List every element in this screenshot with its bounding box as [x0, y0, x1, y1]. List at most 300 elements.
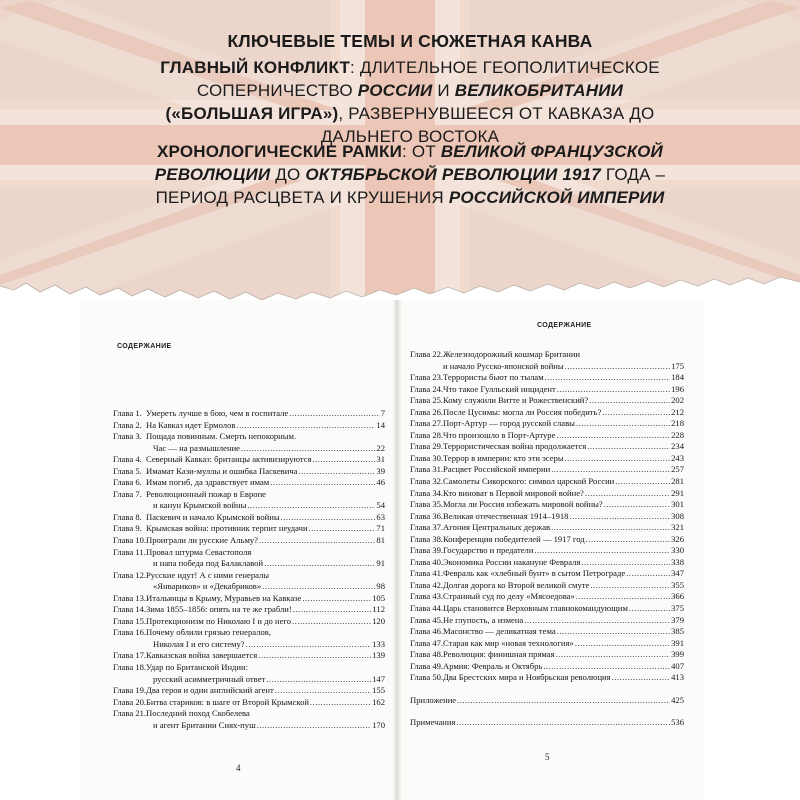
leader-dots [240, 443, 375, 455]
chapter-number: Глава 13. [113, 592, 147, 603]
chapter-title [153, 639, 385, 651]
toc-entry-continuation [113, 639, 385, 651]
chapter-title-text: Долгая дорога ко Второй великой смуте [443, 579, 590, 590]
left-page-number: 4 [236, 763, 241, 773]
chapter-title-text: Армия: Февраль и Октябрь [443, 660, 543, 671]
chapter-number: Глава 32. [410, 476, 444, 487]
leader-dots [575, 591, 670, 603]
leader-dots [308, 523, 376, 535]
page-ref: 212 [671, 406, 684, 417]
chapter-title [443, 407, 684, 419]
toc-entry [410, 580, 684, 592]
leader-dots [589, 580, 670, 592]
chapter-number: Глава 37. [410, 522, 444, 533]
page-ref: 355 [671, 579, 684, 590]
page-ref: 308 [671, 510, 684, 521]
chapter-number: Глава 36. [410, 510, 444, 521]
right-page-number: 5 [545, 752, 550, 762]
chapter-title [153, 674, 385, 686]
chapter-number: Глава 43. [410, 591, 444, 602]
page-ref: 234 [671, 441, 684, 452]
leader-dots [564, 453, 671, 465]
leader-dots [601, 407, 670, 419]
chronology-paragraph [150, 140, 670, 209]
chapter-title-text: и напа победа под Балаклавой [153, 558, 264, 569]
toc-entry [410, 649, 684, 661]
leader-dots [564, 361, 670, 373]
chrono-text: : ОТ [402, 142, 441, 161]
chapter-number: Глава 27. [410, 418, 444, 429]
leader-dots [585, 534, 670, 546]
chapter-title [443, 557, 684, 569]
leader-dots [586, 441, 670, 453]
leader-dots [292, 604, 372, 616]
chapter-title-text: Кавказская война завершается [146, 650, 258, 661]
and-text: И [432, 81, 455, 100]
toc-entry [113, 616, 385, 628]
leader-dots [246, 500, 375, 512]
chapter-title-text: Великая отечественная 1914–1918 [443, 510, 569, 521]
chapter-title-text: Протекционизм по Николаю I и до него [146, 615, 292, 626]
chapter-title [146, 466, 385, 478]
leader-dots [235, 420, 375, 432]
page-ref: 385 [671, 626, 684, 637]
chapter-title-text: «Январиков» и «Декабриков» [153, 581, 262, 592]
chapter-title-text: Странный суд по делу «Мясоедова» [443, 591, 575, 602]
chapter-title [146, 650, 385, 662]
page-ref: 170 [372, 719, 385, 730]
page-ref: 375 [671, 603, 684, 614]
leader-dots [265, 674, 371, 686]
chapter-number: Глава 21. [113, 708, 147, 719]
toc-entry [410, 545, 684, 557]
page-ref: 202 [671, 395, 684, 406]
page-ref: 218 [671, 418, 684, 429]
toc-entry [113, 662, 385, 674]
leader-dots [614, 476, 670, 488]
chrono-text-end: ГОДА – ПЕРИОД РАСЦВЕТА И КРУШЕНИЯ [155, 165, 666, 207]
chapter-title [443, 464, 684, 476]
toc-extra-entry [410, 695, 684, 707]
leader-dots [274, 685, 371, 697]
toc-entry [410, 395, 684, 407]
toc-entry [113, 650, 385, 662]
banner [0, 0, 800, 305]
chapter-number: Глава 47. [410, 637, 444, 648]
leader-dots [280, 512, 376, 524]
chapter-number: Глава 15. [113, 615, 147, 626]
leader-dots [556, 626, 670, 638]
chapter-number: Глава 9. [113, 523, 142, 534]
chapter-title [443, 499, 684, 511]
chapter-title [443, 522, 684, 534]
chapter-number: Глава 23. [410, 372, 444, 383]
toc-entry [410, 557, 684, 569]
leader-dots [523, 615, 670, 627]
toc-entry [410, 615, 684, 627]
chapter-title [146, 454, 385, 466]
page-ref: 413 [671, 672, 684, 683]
toc-entry [113, 570, 385, 582]
chapter-number: Глава 11. [113, 546, 146, 557]
leader-dots [611, 672, 671, 684]
chapter-title-text: Провал штурма Севастополя [146, 546, 252, 557]
toc-entry [410, 672, 684, 684]
chrono-label: ХРОНОЛОГИЧЕСКИЕ РАМКИ [156, 142, 403, 161]
october-revolution-highlight: ОКТЯБРЬСКОЙ РЕВОЛЮЦИИ 1917 [305, 165, 601, 184]
chapter-title-text: Паскевич и начало Крымской войны [146, 511, 280, 522]
leader-dots [456, 695, 670, 707]
chapter-title-text: Северный Кавказ: британцы активизируются [146, 454, 312, 465]
toc-entry [113, 604, 385, 616]
chapter-title-text: Самолеты Сикорского: символ царской России [443, 476, 615, 487]
chapter-title-text: Агония Центральных держав [443, 522, 551, 533]
toc-entry [113, 535, 385, 547]
leader-dots [588, 395, 670, 407]
toc-entry [113, 512, 385, 524]
leader-dots [575, 418, 670, 430]
leader-dots [261, 581, 375, 593]
chapter-number: Глава 30. [410, 452, 444, 463]
toc-entry [410, 453, 684, 465]
chapter-title [443, 649, 684, 661]
banner-title: КЛЮЧЕВЫЕ ТЕМЫ И СЮЖЕТНАЯ КАНВА [227, 31, 593, 51]
toc-entry [410, 638, 684, 650]
toc-entry [410, 626, 684, 638]
chapter-number: Глава 24. [410, 383, 444, 394]
extra-title-text: Примечания [410, 717, 456, 728]
chapter-title [443, 453, 684, 465]
page-ref: 120 [372, 615, 385, 626]
conflict-text: : ДЛИТЕЛЬНОЕ ГЕОПОЛИТИЧЕСКОЕ СОПЕРНИЧЕСТВО [196, 58, 660, 100]
toc-entry-continuation [113, 581, 385, 593]
chapter-number: Глава 25. [410, 395, 444, 406]
chapter-title [443, 580, 684, 592]
toc-entry [410, 418, 684, 430]
chapter-title-text: После Цусимы: могла ли Россия победить? [443, 406, 602, 417]
chapter-number: Глава 8. [113, 511, 142, 522]
chapter-number: Глава 4. [113, 454, 142, 465]
toc-entry [113, 547, 385, 559]
chapter-title [443, 545, 684, 557]
chapter-title-text: Имам погиб, да здравствует имам [146, 477, 270, 488]
toc-spacer [410, 706, 684, 717]
page-ref: 391 [671, 637, 684, 648]
right-toc-list [410, 349, 684, 729]
chapter-title-text: и начало Русско-японской войны [443, 360, 564, 371]
toc-entry-continuation [113, 443, 385, 455]
chapter-title [153, 581, 385, 593]
page-ref: 162 [372, 696, 385, 707]
chapter-title-text: Николая I и его систему? [153, 638, 245, 649]
chapter-number: Глава 22. [410, 349, 444, 359]
chapter-title [443, 384, 684, 396]
chapter-number: Глава 39. [410, 545, 444, 556]
page-ref: 91 [376, 558, 385, 569]
chapter-title [146, 604, 385, 616]
chapter-title [443, 638, 684, 650]
leader-dots [542, 661, 670, 673]
leader-dots [312, 454, 376, 466]
page-ref: 330 [671, 545, 684, 556]
page-ref: 39 [376, 465, 385, 476]
chapter-title [443, 430, 684, 442]
toc-entry [410, 661, 684, 673]
toc-entry [410, 464, 684, 476]
toc-entry [410, 511, 684, 523]
chapter-title-text: Февраль как «хлебный бунт» в сытом Петрограде [443, 568, 626, 579]
toc-entry [113, 708, 385, 720]
chapter-title-text: Экономика России накануне Февраля [443, 556, 581, 567]
leader-dots [550, 522, 670, 534]
chapter-title [443, 591, 684, 603]
leader-dots [269, 477, 375, 489]
chapter-number: Глава 46. [410, 626, 444, 637]
leader-dots [628, 603, 670, 615]
chapter-title-text: и канун Крымской войны [153, 500, 247, 511]
britain-highlight: ВЕЛИКОБРИТАНИИ [454, 81, 624, 100]
chapter-title-text: Царь становится Верховным главнокомандующим [443, 603, 628, 614]
leader-dots [574, 638, 670, 650]
chapter-title-text: Что произошло в Порт-Артуре [443, 429, 556, 440]
toc-entry [410, 603, 684, 615]
chapter-title [146, 535, 385, 547]
page-ref: 347 [671, 568, 684, 579]
chapter-number: Глава 42. [410, 579, 444, 590]
extra-title [410, 717, 684, 729]
chapter-title [153, 720, 385, 732]
chapter-title [443, 603, 684, 615]
chapter-number: Глава 49. [410, 660, 444, 671]
leader-dots [555, 649, 671, 661]
chapter-title-text: Крымская война: противник терпит неудачи [146, 523, 308, 534]
chapter-number: Глава 19. [113, 685, 147, 696]
chapter-title-text: Могла ли Россия избежать мировой войны? [443, 499, 603, 510]
chapter-title [443, 361, 684, 373]
toc-entry [410, 534, 684, 546]
chapter-number: Глава 10. [113, 535, 147, 546]
chapter-title-text: Железнодорожный кошмар Британии [443, 349, 581, 359]
chapter-number: Глава 35. [410, 499, 444, 510]
left-toc-list [113, 408, 385, 731]
page-ref: 301 [671, 499, 684, 510]
chapter-number: Глава 12. [113, 569, 147, 580]
chapter-title-text: Русские идут! А с ними генералы [146, 569, 270, 580]
toc-entry [113, 454, 385, 466]
chapter-title-text: На Кавказ идет Ермолов [146, 419, 236, 430]
toc-entry [410, 488, 684, 500]
chapter-title [443, 441, 684, 453]
chapter-title [146, 512, 385, 524]
leader-dots [550, 464, 670, 476]
page-ref: 326 [671, 533, 684, 544]
leader-dots [625, 568, 670, 580]
page-ref: 228 [671, 429, 684, 440]
chapter-title-text: Старая как мир «новая технология» [443, 637, 574, 648]
toc-entry [410, 522, 684, 534]
leader-dots [258, 535, 375, 547]
leader-dots [455, 717, 670, 729]
chapter-number: Глава 14. [113, 604, 147, 615]
chapter-title-text: Террор в империи: кто эти эсеры [443, 452, 564, 463]
chapter-title [443, 615, 684, 627]
page-ref: 31 [376, 454, 385, 465]
toc-entry-continuation [113, 558, 385, 570]
toc-entry-continuation [113, 500, 385, 512]
chapter-title [443, 534, 684, 546]
toc-entry [113, 523, 385, 535]
page-ref: 63 [376, 511, 385, 522]
page-ref: 147 [372, 673, 385, 684]
toc-entry-continuation [410, 361, 684, 373]
page-ref: 139 [372, 650, 385, 661]
chapter-number: Глава 28. [410, 429, 444, 440]
chapter-number: Глава 41. [410, 568, 444, 579]
chapter-title [146, 408, 385, 420]
leader-dots [603, 499, 670, 511]
page-ref: 98 [376, 581, 385, 592]
toc-entry [410, 441, 684, 453]
chapter-title-text: русский асимметричный ответ [153, 673, 266, 684]
toc-entry [410, 499, 684, 511]
chapter-number: Глава 16. [113, 627, 147, 638]
leader-dots [245, 639, 372, 651]
chapter-number: Глава 5. [113, 465, 142, 476]
chapter-title [146, 477, 385, 489]
chapter-title [146, 420, 385, 432]
toc-entry [113, 593, 385, 605]
toc-entry [410, 384, 684, 396]
toc-entry [113, 697, 385, 709]
conflict-label: ГЛАВНЫЙ КОНФЛИКТ [160, 58, 351, 77]
chapter-title-text: Революция: финишная прямая [443, 649, 555, 660]
chapter-title [153, 558, 385, 570]
page-ref: 112 [372, 604, 385, 615]
chapter-title [146, 593, 385, 605]
chapter-title-text: Имамат Кази-муллы и ошибка Паскевича [146, 465, 298, 476]
toc-entry [410, 407, 684, 419]
chapter-title-text: Государство и предатели [443, 545, 534, 556]
chapter-title [146, 523, 385, 535]
chapter-number: Глава 38. [410, 533, 444, 544]
chapter-title-text: Битва стариков: в шаге от Второй Крымской [146, 696, 310, 707]
chapter-title-text: Конференция победителей — 1917 год [443, 533, 585, 544]
chapter-title-text: Расцвет Российской империи [443, 464, 551, 475]
toc-entry [113, 477, 385, 489]
chapter-number: Глава 45. [410, 614, 444, 625]
chapter-title-text: Кто виноват в Первой мировой войне? [443, 487, 584, 498]
chapter-title-text: Порт-Артур — город русской славы [443, 418, 575, 429]
french-revolution-highlight: ВЕЛИКОЙ ФРАНЦУЗСКОЙ РЕВОЛЮЦИИ [154, 142, 663, 184]
page-ref: 133 [372, 638, 385, 649]
page-ref: 338 [671, 556, 684, 567]
chapter-number: Глава 44. [410, 603, 444, 614]
page-ref: 243 [671, 452, 684, 463]
chrono-text-mid: ДО [270, 165, 306, 184]
chapter-title [443, 661, 684, 673]
chapter-title [443, 568, 684, 580]
page-ref: 399 [671, 649, 684, 660]
chapter-title-text: Проиграли ли русские Альму? [146, 535, 258, 546]
chapter-title [146, 616, 385, 628]
chapter-title-text: Два Брестских мира и Ноябрьская революция [443, 672, 611, 683]
chapter-title-text: Удар по Британской Индии: [146, 662, 249, 673]
page-ref: 14 [376, 419, 385, 430]
toc-entry [113, 489, 385, 501]
leader-dots [555, 430, 670, 442]
toc-entry [410, 591, 684, 603]
extra-title-text: Приложение [410, 694, 457, 705]
page-ref: 257 [671, 464, 684, 475]
chapter-title [153, 500, 385, 512]
toc-entry [410, 568, 684, 580]
chapter-number: Глава 26. [410, 406, 444, 417]
chapter-title [443, 488, 684, 500]
chapter-title-text: Час — на размышление [153, 442, 240, 453]
leader-dots [533, 545, 670, 557]
toc-entry [113, 408, 385, 420]
page-ref: 46 [376, 477, 385, 488]
main-conflict-paragraph [150, 56, 670, 148]
toc-entry [410, 372, 684, 384]
chapter-title-text: Масонство — деликатная тема [443, 626, 556, 637]
leader-dots [291, 616, 371, 628]
page-ref: 425 [671, 694, 684, 705]
chapter-number: Глава 17. [113, 650, 147, 661]
toc-entry [113, 466, 385, 478]
leader-dots [568, 511, 670, 523]
chapter-title [153, 443, 385, 455]
chapter-title [443, 395, 684, 407]
conflict-text-end: , РАЗВЕРНУВШЕЕСЯ ОТ КАВКАЗА ДО ДАЛЬНЕГО ВОСТОКА [320, 104, 655, 146]
chapter-number: Глава 31. [410, 464, 444, 475]
right-page-heading: СОДЕРЖАНИЕ [537, 322, 592, 329]
toc-entry [113, 431, 385, 443]
chapter-title-text: Итальянцы в Крыму, Муравьев на Кавказе [146, 592, 302, 603]
book-gutter [393, 300, 402, 800]
chapter-title [443, 672, 684, 684]
chapter-number: Глава 34. [410, 487, 444, 498]
leader-dots [544, 372, 670, 384]
chapter-number: Глава 2. [113, 419, 142, 430]
russia-highlight: РОССИИ [357, 81, 433, 100]
left-page-heading: СОДЕРЖАНИЕ [117, 343, 172, 350]
page-ref: 291 [671, 487, 684, 498]
page-ref: 379 [671, 614, 684, 625]
chapter-title [146, 685, 385, 697]
chapter-title-text: Умереть лучше в бою, чем в госпитале [146, 408, 289, 418]
leader-dots [257, 650, 371, 662]
page-ref: 81 [376, 535, 385, 546]
page-ref: 175 [671, 360, 684, 371]
chapter-title-text: Зима 1855–1856: опять на те же грабли! [146, 604, 292, 615]
chapter-title-text: Почему облили грязью генералов, [146, 627, 271, 638]
toc-entry [410, 430, 684, 442]
chapter-title-text: Кому служили Витте и Рожественский? [443, 395, 589, 406]
leader-dots [297, 466, 375, 478]
chapter-title [146, 697, 385, 709]
toc-entry [113, 420, 385, 432]
leader-dots [256, 720, 371, 732]
page-ref: 536 [671, 717, 684, 728]
page-ref: 71 [376, 523, 385, 534]
chapter-title-text: Революционный пожар в Европе [146, 488, 266, 499]
page-ref: 7 [380, 408, 385, 418]
chapter-number: Глава 1. [113, 408, 142, 418]
chapter-title-text: Пощада повинным. Смерть непокорным. [146, 431, 297, 442]
toc-entry [113, 685, 385, 697]
page-ref: 22 [376, 442, 385, 453]
